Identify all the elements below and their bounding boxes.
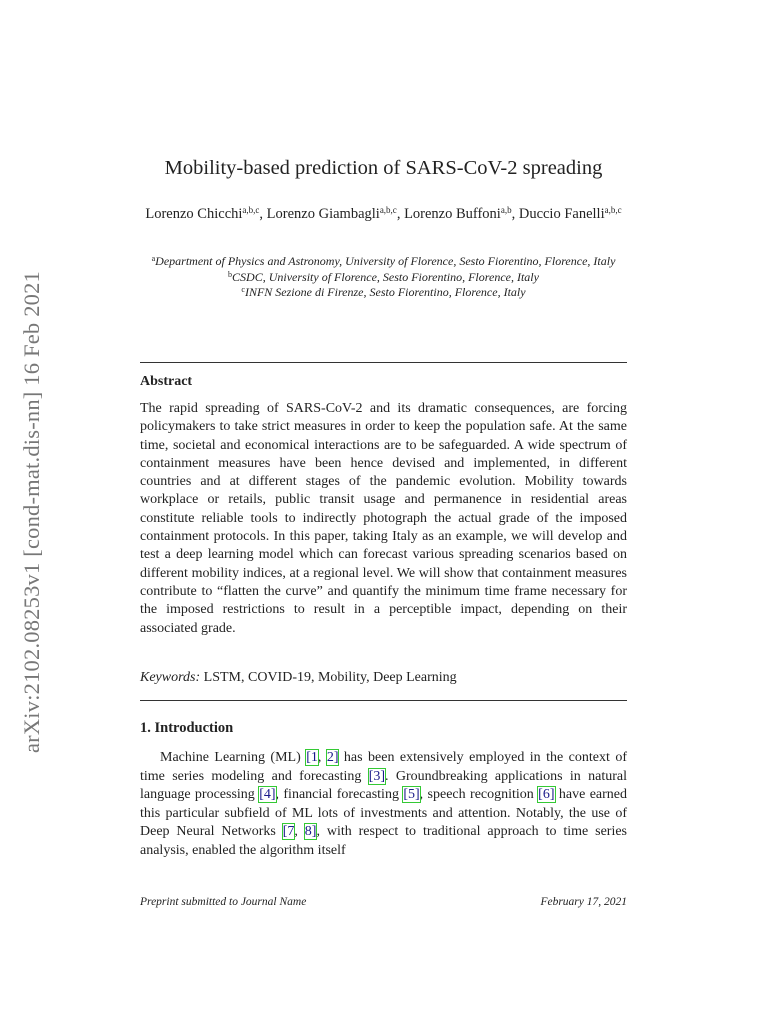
keywords-label: Keywords: bbox=[140, 670, 201, 685]
abstract-text: The rapid spreading of SARS-CoV-2 and its dramatic consequences, are forcing policymakers to take strict measures in order to keep the population safe. At the same time, societal and economical interactions are to be safeguarded. A wide spectrum of containment measures have been hence devised and implemented, in different countries and at different stages of the pandemic evolution. Mobility towards workplace or retails, public transit usage and permanence in residential areas constitute reliable tools to indirectly photograph the actual grade of the imposed containment protocols. In this paper, taking Italy as an example, we will develop and test a deep learning model which can forecast various spreading scenarios based on different mobility indices, at a regional level. We will show that containment measures contribute to “flatten the curve” and quantify the minimum time frame necessary for the imposed restrictions to result in a perceptible impact, depending on their associated grade. bbox=[140, 401, 627, 636]
author-name: Lorenzo Buffoni bbox=[404, 206, 501, 222]
affiliation-list bbox=[140, 254, 627, 301]
citation-link[interactable]: [6] bbox=[538, 787, 555, 802]
intro-text: . Groundbreaking applications in natural language processing bbox=[140, 768, 627, 802]
citation-link[interactable]: [7 bbox=[282, 824, 295, 839]
abstract-top-rule bbox=[140, 362, 627, 363]
section-heading-introduction: 1. Introduction bbox=[140, 720, 234, 736]
affiliation-mark: a bbox=[151, 254, 156, 263]
intro-text: have earned this particular subfield of ML lots of investments and attention. Notably, the use of Deep Neural Networks bbox=[140, 787, 627, 839]
citation-link[interactable]: 8] bbox=[304, 824, 317, 839]
citation-link[interactable]: [1 bbox=[306, 750, 318, 765]
affiliation-line bbox=[140, 270, 627, 286]
affiliation-line bbox=[140, 254, 627, 270]
intro-text: has been extensively employed in the context of time series modeling and forecasting bbox=[140, 750, 627, 784]
intro-text: , with respect to traditional approach to time series analysis, enabled the algorithm itself bbox=[140, 824, 627, 858]
abstract-heading: Abstract bbox=[140, 374, 193, 389]
paper-title: Mobility-based prediction of SARS-CoV-2 spreading bbox=[164, 157, 603, 179]
intro-text: , speech recognition bbox=[419, 787, 539, 802]
intro-text: Machine Learning (ML) bbox=[160, 750, 307, 765]
author-list: Lorenzo Chicchi$^{a,b,c}$, Lorenzo Giambagli$^{a,b,c}$, Lorenzo Buffoni$^{a,b}$, Duccio Fanelli$^{a,b,c}$ bbox=[145, 205, 622, 222]
author-name: Duccio Fanelli bbox=[518, 206, 605, 222]
affiliation-line bbox=[140, 285, 627, 301]
author-name: Lorenzo Giambagli bbox=[266, 206, 380, 222]
keywords-text: LSTM, COVID-19, Mobility, Deep Learning bbox=[203, 670, 457, 685]
author-affiliation-mark: a,b bbox=[500, 205, 512, 215]
intro-text: , bbox=[294, 824, 305, 839]
footer-date: February 17, 2021 bbox=[540, 896, 627, 908]
affiliation-mark: c bbox=[241, 285, 245, 295]
intro-text: , financial forecasting bbox=[275, 787, 404, 802]
author-affiliation-mark: a,b,c bbox=[604, 205, 622, 215]
affiliation-mark: b bbox=[228, 269, 233, 279]
citation-link[interactable]: [3] bbox=[368, 768, 386, 784]
arxiv-identifier: arXiv:2102.08253v1 [cond-mat.dis-nn] 16 Feb 2021 bbox=[19, 270, 44, 754]
footer-journal: Preprint submitted to Journal Name bbox=[140, 896, 307, 908]
introduction-paragraph bbox=[140, 749, 627, 860]
keywords-line bbox=[140, 670, 627, 686]
author-affiliation-mark: a,b,c bbox=[242, 205, 260, 215]
citation-link[interactable]: [5] bbox=[403, 787, 420, 802]
citation-link[interactable]: [4] bbox=[259, 787, 276, 802]
affiliation-text: INFN Sezione di Firenze, Sesto Fiorentino, Florence, Italy bbox=[244, 285, 526, 300]
citation-link[interactable]: 2] bbox=[326, 750, 339, 765]
abstract-bottom-rule bbox=[140, 700, 627, 701]
intro-text: , bbox=[317, 750, 327, 765]
affiliation-text: Department of Physics and Astronomy, University of Florence, Sesto Fiorentino, Florence, Italy bbox=[155, 254, 616, 268]
affiliation-text: CSDC, University of Florence, Sesto Fiorentino, Florence, Italy bbox=[232, 269, 539, 284]
author-affiliation-mark: a,b,c bbox=[379, 205, 397, 215]
author-name: Lorenzo Chicchi bbox=[145, 206, 243, 222]
